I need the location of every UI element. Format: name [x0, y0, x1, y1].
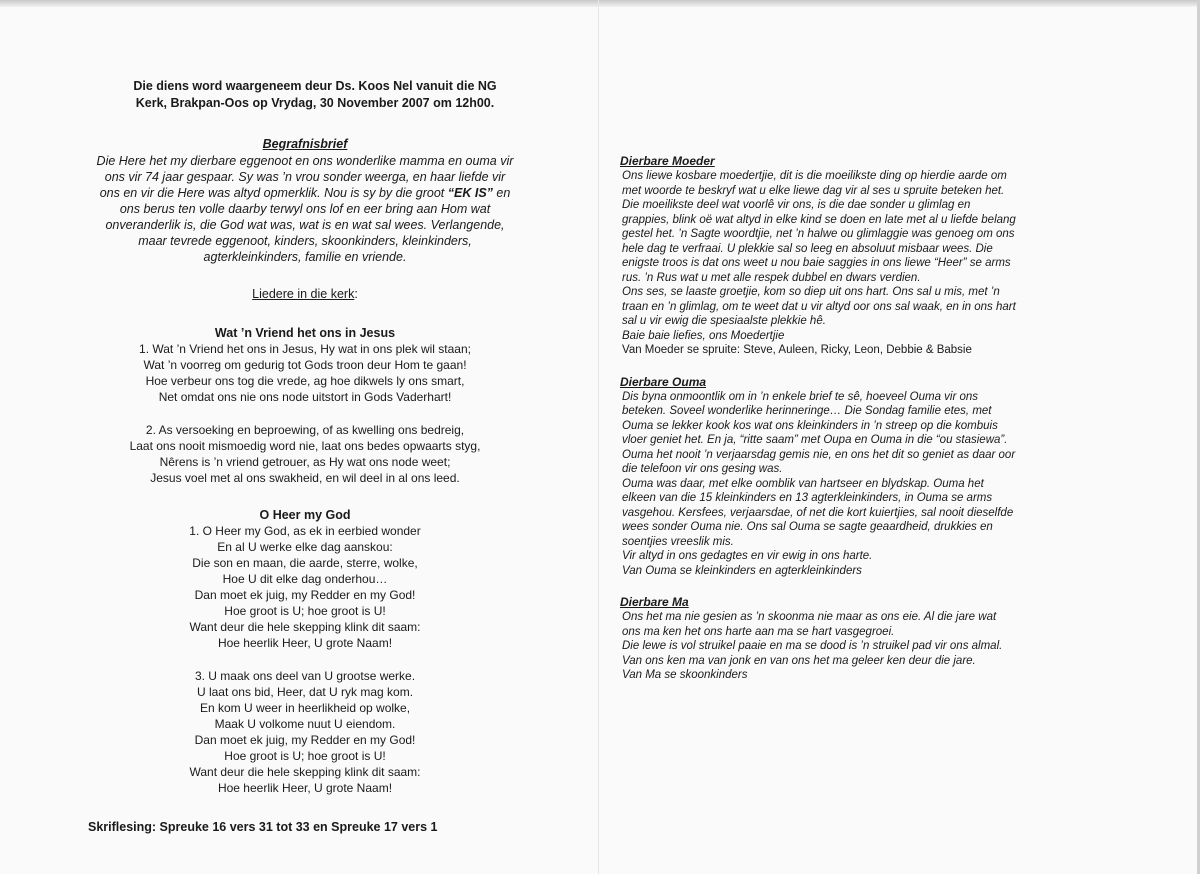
- obit-line: onveranderlik is, die God wat was, wat is en wat sal wees. Verlangende,: [105, 218, 505, 232]
- ma-text: [620, 610, 1070, 683]
- left-column: [40, 78, 570, 834]
- ouma-signature: Van Ouma se kleinkinders en agterkleinkinders: [622, 564, 862, 577]
- obit-text: ons en vir die Here was altyd opmerklik. Nou is sy by die groot: [99, 186, 445, 200]
- letter-line: Ouma het nooit ’n verjaarsdag gemis nie, en ons het dit so geniet as daar oor: [622, 448, 1016, 461]
- verse-line: Dan moet ek juig, my Redder en my God!: [194, 733, 416, 747]
- verse-line: 1. O Heer my God, as ek in eerbied wonder: [189, 524, 421, 538]
- letter-line: Dis byna onmoontlik om in ’n enkele brief te sê, hoeveel Ouma vir ons: [622, 390, 979, 403]
- letter-line: grappies, blink oë wat altyd in elke kind se doen en late met al u liefde belang: [622, 213, 1016, 226]
- verse-line: 3. U maak ons deel van U grootse werke.: [194, 669, 416, 683]
- letter-line: sal u vir ewig die spesiaalste plekkie hê.: [622, 315, 826, 327]
- letter-line: soentjies vreeslik mis.: [622, 535, 734, 548]
- obit-line: agterkleinkinders, familie en vriende.: [203, 250, 407, 264]
- obit-line: ons vir 74 jaar gespaar. Sy was ’n vrou sonder weerga, en haar liefde vir: [104, 170, 506, 184]
- intro-line: Die diens word waargeneem deur Ds. Koos Nel vanuit die NG: [133, 79, 497, 93]
- verse-line: Laat ons nooit mismoedig word nie, laat ons bedes opwaarts styg,: [129, 439, 481, 453]
- verse-line: Maak U volkome nuut U eiendom.: [214, 717, 396, 731]
- moeder-signature: Van Moeder se spruite: Steve, Auleen, Ricky, Leon, Debbie & Babsie: [622, 344, 972, 356]
- hymn2-title: O Heer my God: [259, 508, 351, 522]
- right-column: [620, 154, 1070, 700]
- obit-line: [40, 185, 570, 201]
- letter-line: vloer geniet het. En ja, “ritte saam” met Oupa en Ouma in die “ou stasiewa”.: [622, 434, 1008, 446]
- begrafnisbrief-title: Begrafnisbrief: [262, 137, 348, 151]
- letter-line: vasgehou. Kersfees, verjaarsdae, of net die kort kuiertjies, sal nooit dieselfde: [622, 506, 1014, 519]
- verse-line: Die son en maan, die aarde, sterre, wolke,: [192, 556, 418, 570]
- verse-line: Dan moet ek juig, my Redder en my God!: [194, 588, 416, 602]
- verse-line: Hoe groot is U; hoe groot is U!: [224, 749, 386, 763]
- letter-line: gestel het. ’n Sagte woordtjie, net ’n halwe ou glimlaggie was genoeg om ons: [622, 228, 1015, 240]
- letter-line: traan en ’n glimlag, om te weet dat u vir altyd oor ons sal waak, en in ons hart: [622, 300, 1016, 313]
- hymn1-verse1: [40, 341, 570, 405]
- ek-is-emphasis: “EK IS”: [447, 186, 493, 200]
- letter-line: rus. ’n Rus wat u met alle respek dubbel en dwars verdien.: [622, 271, 921, 284]
- letter-line: Ouma was daar, met elke oomblik van hartseer en blydskap. Ouma het: [622, 477, 984, 490]
- ouma-text: [620, 390, 1070, 579]
- letter-line: ons ma ken het ons harte aan ma se hart vasgegroei.: [622, 625, 895, 638]
- verse-line: Hoe verbeur ons tog die vrede, ag hoe dikwels ly ons smart,: [145, 374, 465, 388]
- verse-line: Hoe groot is U; hoe groot is U!: [224, 604, 386, 618]
- liedere-heading: [40, 287, 570, 301]
- letter-line: die telefoon vir ons gesing was.: [622, 463, 783, 475]
- verse-line: 2. As versoeking en beproewing, of as kwelling ons bedreig,: [145, 423, 465, 437]
- verse-line: Want deur die hele skepping klink dit saam:: [189, 765, 421, 779]
- letter-line: Ons ses, se laaste groetjie, kom so diep uit ons hart. Ons sal u mis, met ’n: [622, 286, 1000, 298]
- ouma-section: [620, 375, 1070, 579]
- letter-line: Ons liewe kosbare moedertjie, dit is die moeilikste ding op hierdie aarde om: [622, 170, 1007, 182]
- obit-text: en: [492, 186, 511, 200]
- service-intro: [80, 78, 550, 112]
- obit-line: maar tevrede eggenoot, kinders, skoonkinders, kleinkinders,: [138, 234, 472, 248]
- page-fold: [598, 0, 599, 874]
- letter-line: beteken. Soveel wonderlike herinneringe… Die Sondag familie etes, met: [622, 405, 992, 417]
- obit-line: ons berus ten volle daarby terwyl ons lof en eer bring aan Hom wat: [119, 202, 491, 216]
- letter-line: enigste troos is dat ons weet u nou baie saggies in ons liewe “Heer” se arms: [622, 257, 1011, 269]
- intro-line: Kerk, Brakpan-Oos op Vrydag, 30 November 2007 om 12h00.: [135, 96, 495, 110]
- verse-line: Jesus voel met al ons swakheid, en wil deel in al ons leed.: [150, 471, 460, 485]
- verse-line: U laat ons bid, Heer, dat U ryk mag kom.: [196, 685, 414, 699]
- verse-line: En kom U weer in heerlikheid op wolke,: [199, 701, 411, 715]
- begrafnisbrief-text: [40, 153, 570, 265]
- verse-line: Net omdat ons nie ons node uitstort in Gods Vaderhart!: [158, 390, 452, 404]
- moeder-title: Dierbare Moeder: [620, 154, 715, 168]
- letter-line: Van ons ken ma van jonk en van ons het ma geleer ken deur die jare.: [622, 654, 976, 667]
- hymn1-verse2: [40, 422, 570, 486]
- letter-line: Ons het ma nie gesien as ’n skoonma nie maar as ons eie. Al die jare wat: [622, 611, 997, 623]
- verse-line: En al U werke elke dag aanskou:: [217, 540, 393, 554]
- verse-line: Hoe heerlik Heer, U grote Naam!: [217, 636, 393, 650]
- letter-line: Vir altyd in ons gedagtes en vir ewig in ons harte.: [622, 550, 873, 562]
- liedere-suffix: :: [354, 287, 358, 301]
- hymn2-verse1: [40, 523, 570, 651]
- letter-line: Baie baie liefies, ons Moedertjie: [622, 329, 785, 342]
- letter-line: hele dag te verfraai. U plekkie sal so leeg en absoluut misbaar wees. Die: [622, 242, 993, 255]
- hymn2-verse3: [40, 668, 570, 796]
- letter-line: elkeen van die 15 kleinkinders en 13 agterkleinkinders, in Ouma se arms: [622, 492, 993, 504]
- skriflesing: Skriflesing: Spreuke 16 vers 31 tot 33 en Spreuke 17 vers 1: [88, 820, 438, 834]
- letter-line: Die moeilikste deel wat voorlê vir ons, is die dae sonder u glimlag en: [622, 199, 971, 211]
- verse-line: Hoe heerlik Heer, U grote Naam!: [217, 781, 393, 795]
- letter-line: wees sonder Ouma nie. Ons sal Ouma se sagte geaardheid, drukkies en: [622, 521, 993, 533]
- moeder-section: [620, 154, 1070, 358]
- letter-line: Ouma se lekker kook kos wat ons kleinkinders in ’n streep op die kombuis: [622, 419, 998, 432]
- verse-line: 1. Wat ’n Vriend het ons in Jesus, Hy wat in ons plek wil staan;: [139, 342, 471, 356]
- obit-line: Die Here het my dierbare eggenoot en ons wonderlike mamma en ouma vir: [96, 154, 514, 168]
- ma-section: [620, 595, 1070, 683]
- page-top-edge: [0, 0, 1200, 7]
- liedere-label: Liedere in die kerk: [252, 287, 355, 301]
- ouma-title: Dierbare Ouma: [620, 374, 707, 389]
- letter-line: Die lewe is vol struikel paaie en ma se dood is ’n struikel pad vir ons almal.: [622, 640, 1003, 652]
- verse-line: Nêrens is ’n vriend getrouer, as Hy wat ons node weet;: [159, 455, 451, 469]
- hymn1-title: Wat ’n Vriend het ons in Jesus: [214, 326, 396, 340]
- letter-line: met woorde te beskryf wat u elke liewe dag vir al ses u spruite beteken het.: [622, 184, 1005, 197]
- verse-line: Want deur die hele skepping klink dit saam:: [189, 620, 421, 634]
- verse-line: Wat ’n voorreg om gedurig tot Gods troon deur Hom te gaan!: [143, 358, 467, 372]
- ma-title: Dierbare Ma: [620, 595, 689, 609]
- verse-line: Hoe U dit elke dag onderhou…: [222, 572, 388, 586]
- moeder-text: [620, 169, 1070, 358]
- ma-signature: Van Ma se skoonkinders: [622, 669, 748, 681]
